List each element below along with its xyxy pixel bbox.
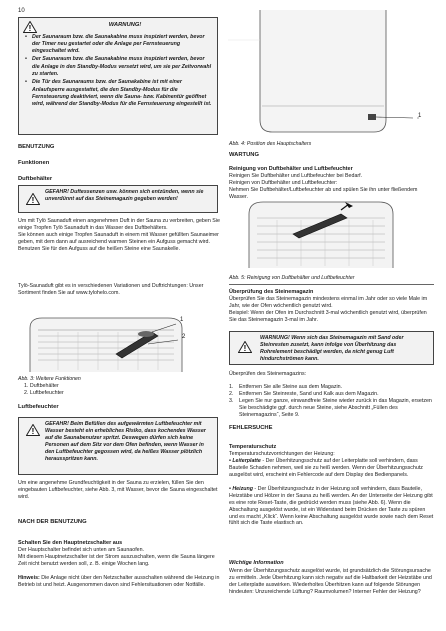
warning-item: • Die Tür des Saunaraums bzw. der Saunakabine ist mit einer Anlaufsperre ausgestattet, die den Standby-Modus für die Fernsteuerung deaktiviert, wenn die Sauna- bzw. Kabinentür geöffnet wird, während der Standby-Modus für die Fernsteuerung eingestellt ist. xyxy=(24,79,212,108)
wichtig-text: Wenn der Überhitzungsschutz ausgelöst wurde, ist grundsätzlich die Störungsursache zu ermitteln. Jede Überhitzung kann sich negativ auf die Haltbarkeit der Heizstäbe und der Leiterplatte auswirken. Wiederholtes Überhitzen kann auf folgende Störungen hindeuten: Unzureichende Lüftung? Raumvolumen? Interner Fehler der Heizung? xyxy=(229,568,432,595)
figure-3-item-1: 1. Duftbehälter xyxy=(24,383,59,389)
warning-icon xyxy=(238,341,252,353)
fehler-heading: FEHLERSUCHE xyxy=(229,425,273,431)
duft-text-2: Tylö-Saunaduft gibt es in verschiedenen Variationen und Duftrichtungen: Unser Sortiment finden Sie auf www.tylohelo.com. xyxy=(18,283,204,296)
leiterplatte-label: • Leiterplatte xyxy=(229,458,261,464)
luftbefeuchter-heading: Luftbefeuchter xyxy=(18,404,59,410)
step-text: Entfernen Sie Steinreste, Sand und Kalk aus dem Magazin. xyxy=(239,390,379,397)
temp-intro: Temperaturschutzvorrichtungen der Heizung: xyxy=(229,451,335,457)
stein-warning-box xyxy=(229,331,434,365)
figure-5-illustration xyxy=(229,194,434,268)
funktionen-heading: Funktionen xyxy=(18,160,50,166)
schalten-heading: Schalten Sie den Hauptnetzschalter aus xyxy=(18,540,123,546)
step-text: Entfernen Sie alle Steine aus dem Magazin. xyxy=(239,384,343,390)
step-item xyxy=(229,391,434,398)
page-number: 10 xyxy=(18,8,25,14)
warning-item: • Der Saunaraum bzw. die Saunakabine muss inspiziert werden, bevor der Timer neu gestartet oder die Anlage per Fernsteuerung eingeschaltet wird. xyxy=(24,34,212,56)
stein-warning-text: WARNUNG! Wenn sich das Steinemagazin mit Sand oder Steinresten zusetzt, kann infolge von Überhitzung das Rohrelement beschädigt werden, da nicht genug Luft hindurchströmen kann. xyxy=(260,335,404,362)
figure-3-caption: Abb. 3: Weitere Funktionen xyxy=(18,376,81,382)
svg-text:!: ! xyxy=(31,196,35,205)
leiterplatte-body: - Der Überhitzungsschutz auf der Leiterplatte soll verhindern, dass Bauteile Schaden nehmen, weil sie zu heiß werden. Wenn der Überhitzungsschutz ausgelöst wird, erscheint ein Fehlercode auf dem Display des Bedienpanels. xyxy=(229,458,423,478)
top-warning-box xyxy=(18,17,218,135)
figure-3-illustration xyxy=(18,310,218,372)
luft-text: Um eine angenehme Grundfeuchtigkeit in der Sauna zu erzielen, füllen Sie den eingebauten Luftbefeuchter, siehe Abb. 3, mit Wasser, bevor die Sauna eingeschaltet wird. xyxy=(18,480,218,500)
schalten-text: Der Hauptschalter befindet sich unten am Saunaofen. Mit diesem Hauptnetzschalter ist der Strom auszuschalten, wenn die Sauna längere Zeit nicht benutzt werden soll, z. B. einige Wochen lang. xyxy=(18,547,215,567)
figure-4-illustration xyxy=(228,10,428,136)
figure-4-caption: Abb. 4: Position des Hauptschalters xyxy=(229,141,312,147)
figure-3-callout-1: 1 xyxy=(180,317,184,323)
pruefung-heading: Überprüfung des Steinemagazin xyxy=(229,289,314,295)
heizung-label: • Heizung xyxy=(229,486,253,492)
pruefung-text: Überprüfen Sie das Steinemagazin mindestens einmal im Jahr oder so viele Male im Jahr, wie der Ofen wöchentlich genutzt wird. Beispiel: Wenn der Ofen im Durchschnitt 3-mal wöchentlich genutzt wird, überprüfen Sie das Steinemagazin 3-mal im Jahr. xyxy=(229,296,428,323)
figure-3-callout-2: 2 xyxy=(182,334,186,340)
step-item xyxy=(229,384,434,391)
reinigung-text: Reinigen Sie Duftbehälter und Luftbefeuchter bei Bedarf. Reinigen von Duftbehälter und Luftbefeuchter: Nehmen Sie Duftbehälter/Luftbefeuchter ab und spülen Sie ihn unter fließendem Wasser. xyxy=(229,173,418,200)
warning-icon xyxy=(23,21,37,33)
step-number: 1. xyxy=(229,384,234,390)
step-number: 2. xyxy=(229,390,234,397)
step-number: 3. xyxy=(229,397,234,404)
heizung-text xyxy=(229,486,434,527)
warning-icon xyxy=(26,193,40,205)
hinweis-body: Die Anlage nicht über den Netzschalter ausschalten während die Heizung in Betrieb ist und heizt. Ausgenommen davon sind Fehlersituationen oder Notfälle. xyxy=(18,575,220,588)
luft-warning-box xyxy=(18,417,218,475)
wartung-heading: WARTUNG xyxy=(229,152,259,158)
leiterplatte-text xyxy=(229,458,434,479)
nach-heading: NACH DER BENUTZUNG xyxy=(18,519,87,525)
hinweis-text xyxy=(18,575,220,589)
steps-list xyxy=(229,384,434,418)
wichtig-heading: Wichtige Information xyxy=(229,560,284,566)
svg-text:!: ! xyxy=(31,427,35,436)
duft-text: Um mit Tylö Saunaduft einen angenehmen Duft in der Sauna zu verbreiten, geben Sie einige Tropfen Tylö Saunaduft in das Wasser des Duftbehälters. Sie können auch einige Tropfen Saunaduft in einem mit Wasser gefüllten Saunaeimer geben, mit dem dann auf ausreichend warmen Steinen ein Aufguss gemacht wird. Benutzen Sie für den Aufguss auf die heißen Steine eine Saunakelle. xyxy=(18,218,220,252)
svg-text:!: ! xyxy=(243,344,247,353)
heizung-body: - Der Überhitzungsschutz in der Heizung soll verhindern, dass Bauteile, Heizstäbe und Hölzer in der Sauna zu heiß werden. An der Unterseite der Heizung gibt es eine rote Reset-Taste, die gedrückt werden muss (siehe Abb. 6). Wenn die Abschaltung ausgelöst wurde, ist ein Widerstand beim Drücken der Taste zu spüren und es macht „Klick“. Wenn keine Abschaltung ausgelöst wurde sowie nach dem Reset fühlt sich die Taste elastisch an. xyxy=(229,486,434,527)
temp-heading: Temperaturschutz xyxy=(229,444,277,450)
reinigung-heading: Reinigung von Duftbehälter und Luftbefeuchter xyxy=(229,166,353,172)
duft-warning-box xyxy=(18,185,218,213)
warning-item: • Der Saunaraum bzw. die Saunakabine muss inspiziert werden, bevor die Anlage in den Standby-Modus versetzt wird, um sie per Zeitvorwahl zu starten. xyxy=(24,56,212,78)
duft-warning-text: GEFAHR! Duftessenzen usw. können sich entzünden, wenn sie unverdünnt auf das Steinemagazin gegeben werden! xyxy=(45,189,204,203)
warning-icon xyxy=(26,424,40,436)
figure-4-callout-1: 1 xyxy=(418,113,422,119)
svg-text:!: ! xyxy=(28,24,32,33)
step-item xyxy=(229,398,434,419)
luft-warning-text: GEFAHR! Beim Befüllen des aufgewärmten Luftbefeuchter mit Wasser besteht ein erhebliches Risiko, dass kochendes Wasser auf die Saunabenutzer spritzt. Deswegen dürfen sich keine Personen auf dem Sitz vor dem Ofen befinden, wenn Wasser in den Luftbefeuchter gegossen wird, da heißes Wasser plötzlich herausspritzen kann. xyxy=(45,421,206,462)
benutzung-heading: BENUTZUNG xyxy=(18,144,55,150)
figure-5-caption: Abb. 5: Reinigung von Duftbehälter und Luftbefeuchter xyxy=(229,275,355,281)
hinweis-label: Hinweis: xyxy=(18,575,40,581)
figure-3-item-2: 2. Luftbefeuchter xyxy=(24,390,64,396)
warning-title: WARNUNG! xyxy=(108,22,142,28)
duftbehaelter-heading: Duftbehälter xyxy=(18,176,53,182)
warning-list xyxy=(24,34,212,109)
divider xyxy=(229,284,434,285)
step-text: Legen Sie nur ganze, einwandfreie Steine wieder zurück in das Magazin, ersetzen Sie beschädigte ggf. durch neue Steine, siehe Abschnitt „Füllen des Steinemagazins“, Seite 9. xyxy=(239,397,432,418)
pruefung-intro: Überprüfen des Steinemagazins: xyxy=(229,371,307,377)
